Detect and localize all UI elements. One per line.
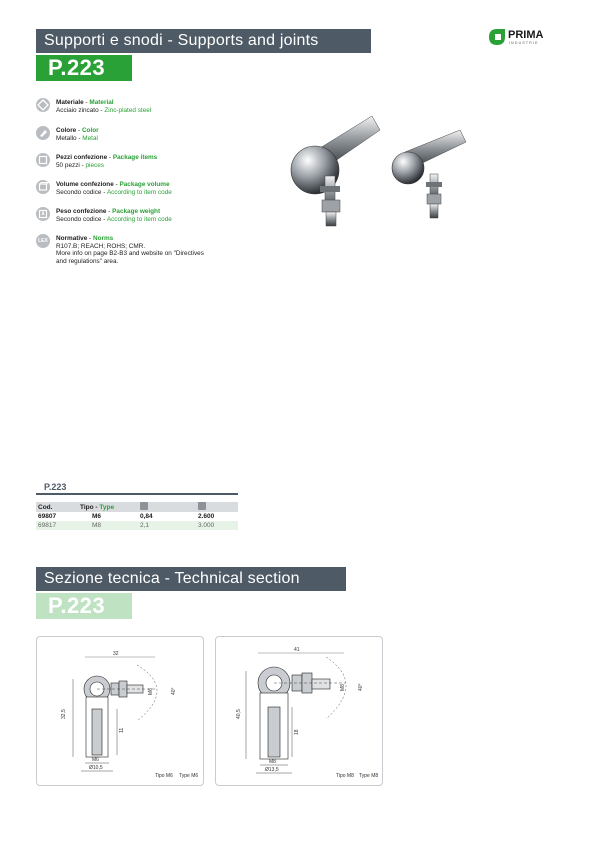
dim-thread-v: M6 [148,688,154,695]
spec-value-en: According to item code [106,188,172,196]
spec-value-en: Metal [82,134,98,142]
package-volume-icon [140,502,148,510]
table-row [36,512,238,521]
spec-label: Colore [56,127,77,134]
brand-logo [487,28,567,48]
spec-label-en: Package weight [112,208,161,215]
lex-icon: LEX [36,234,50,248]
spec-value-line: R107.B; REACH; ROHS; CMR. [56,242,146,250]
cell-weight: 2.600 [198,513,215,520]
dim-bore: Ø10,5 [89,765,103,771]
dim-angle: 40° [171,687,177,695]
technical-drawing-m6 [37,637,203,785]
product-table [36,502,238,530]
drawing-panel-m6 [36,636,204,786]
table-title: P.223 [44,482,67,492]
dim-shank: 18 [294,729,300,735]
spec-value: Metallo [56,134,77,142]
logo-name: PRIMA [508,29,544,41]
dim-thread-v: M8 [340,684,346,691]
large-ball-joint [291,116,380,226]
dim-thread: M6 [92,757,99,763]
col-cod: Cod. [38,503,53,511]
spec-label: Peso confezione [56,208,107,215]
spec-label-en: Package items [112,154,158,161]
cell-vol: 2,1 [140,522,150,529]
color-icon [36,126,50,140]
cell-cod: 69807 [38,513,57,520]
dim-thread: M8 [269,759,276,765]
caption-en: Type M6 [179,773,199,779]
product-code: P.223 [36,55,132,81]
package-weight-icon [198,502,206,510]
drawing-panel-m8 [215,636,383,786]
logo-mark-icon [487,28,507,46]
dim-side: 32,5 [61,709,67,719]
spec-value-line: and regulations" area. [56,257,119,265]
dim-shank: 11 [119,727,125,733]
dim-top: 41 [294,647,300,653]
caption-it: Tipo M6 [155,773,173,779]
dim-angle: 40° [358,683,364,691]
spec-label: Normative [56,235,88,242]
col-weight [196,502,238,512]
cell-vol: 0,84 [140,513,153,520]
col-volume [138,502,196,512]
spec-label: Volume confezione [56,181,114,188]
technical-drawing-m8 [216,637,382,785]
spec-label: Pezzi confezione [56,154,108,161]
technical-title: Sezione tecnica - Technical section [36,567,346,591]
table-row [36,521,238,530]
material-icon [36,98,50,112]
spec-label-en: Package volume [119,181,170,188]
spec-value-en: pieces [85,161,104,169]
dim-top: 32 [113,651,119,657]
spec-label: Materiale [56,99,84,106]
cell-tipo: M6 [92,513,102,520]
caption-it: Tipo M8 [336,773,354,779]
package-volume-icon [36,180,50,194]
spec-value: Secondo codice [56,215,102,223]
product-photo [280,108,480,238]
col-tipo-label: Tipo [80,503,94,511]
spec-value-en: Zinc-plated steel [104,106,152,114]
spec-value: 50 pezzi [56,161,80,169]
spec-value: Secondo codice [56,188,102,196]
spec-label-en: Color [81,127,99,134]
dim-side: 40,5 [236,709,242,719]
cell-cod: 69817 [38,522,57,529]
caption-en: Type M8 [359,773,379,779]
spec-value-line: More info on page B2-B3 and website on "Directives [56,250,204,258]
package-items-icon [36,153,50,167]
logo-sub: INDUSTRIE [509,41,539,45]
spec-value-en: According to item code [106,215,172,223]
table-header-row [36,502,238,512]
section-title: Supporti e snodi - Supports and joints [36,29,371,53]
spec-label-en: Norms [92,235,114,242]
spec-value: Acciaio zincato [56,106,99,114]
spec-label-en: Material [89,99,114,106]
package-weight-icon [36,207,50,221]
cell-weight: 3.000 [198,522,215,529]
dim-bore: Ø13,5 [265,767,279,773]
small-ball-joint [392,130,466,218]
col-type-label: Type [99,503,115,511]
cell-tipo: M8 [92,522,102,529]
table-title-underline [36,493,238,495]
col-tipo: Tipo - Type [80,503,115,511]
technical-code: P.223 [36,593,132,619]
